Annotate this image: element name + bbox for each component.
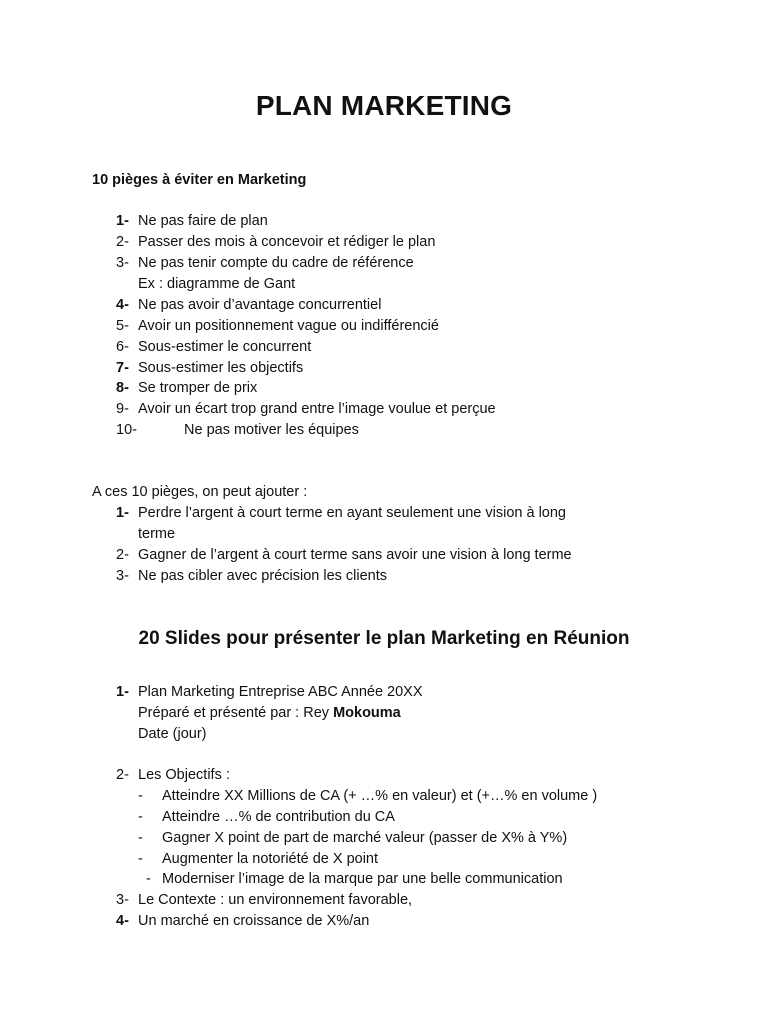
objective-text: Moderniser l’image de la marque par une belle communication (162, 871, 563, 887)
item-number: 7- (116, 360, 129, 376)
objective-text: Augmenter la notoriété de X point (162, 851, 379, 867)
slide-date: Date (jour) (138, 726, 207, 742)
item-text: Ne pas avoir d’avantage concurrentiel (138, 297, 382, 313)
pitfalls-heading: 10 pièges à éviter en Marketing (92, 172, 307, 188)
objective-text: Atteindre …% de contribution du CA (162, 809, 395, 825)
item-number: 10- (116, 422, 137, 438)
item-text: Avoir un positionnement vague ou indifférencié (138, 318, 439, 334)
item-text: Perdre l’argent à court terme en ayant seulement une vision à long (138, 505, 566, 521)
slide-number: 1- (116, 684, 129, 700)
extra-intro: A ces 10 pièges, on peut ajouter : (92, 484, 308, 500)
item-number: 9- (116, 401, 129, 417)
document-title: PLAN MARKETING (255, 90, 513, 121)
item-text: Avoir un écart trop grand entre l’image voulue et perçue (138, 401, 496, 417)
item-text: Se tromper de prix (138, 380, 258, 396)
item-text: Ne pas cibler avec précision les clients (138, 568, 388, 584)
item-text: Ne pas faire de plan (138, 213, 268, 229)
item-text: Gagner de l’argent à court terme sans avoir une vision à long terme (138, 547, 572, 563)
slide-title: Le Contexte : un environnement favorable, (138, 892, 413, 908)
item-number: 2- (116, 547, 129, 563)
objective-text: Gagner X point de part de marché valeur (passer de X% à Y%) (162, 830, 568, 846)
item-number: 1- (116, 505, 129, 521)
item-number: 3- (116, 255, 129, 271)
dash-bullet: - (138, 788, 143, 804)
slides-heading: 20 Slides pour présenter le plan Marketing en Réunion (138, 628, 630, 649)
item-number: 8- (116, 380, 129, 396)
item-text: Ne pas tenir compte du cadre de référence (138, 255, 414, 271)
item-text: Ne pas motiver les équipes (184, 422, 359, 438)
item-text: Sous-estimer le concurrent (138, 339, 312, 355)
slide-presenter (138, 705, 401, 721)
dash-bullet: - (138, 809, 143, 825)
item-subtext: Ex : diagramme de Gant (138, 276, 296, 292)
item-number: 4- (116, 297, 129, 313)
dash-bullet: - (138, 830, 143, 846)
dash-bullet: - (138, 851, 143, 867)
item-text-continued: terme (138, 526, 176, 542)
slide-number: 4- (116, 913, 129, 929)
item-number: 5- (116, 318, 129, 334)
presenter-prefix: Préparé et présenté par : Rey (138, 705, 334, 721)
presenter-name: Mokouma (333, 705, 401, 721)
slide-title: Plan Marketing Entreprise ABC Année 20XX (138, 684, 423, 700)
slide-title: Un marché en croissance de X%/an (138, 913, 370, 929)
slide-number: 2- (116, 767, 129, 783)
dash-bullet: - (146, 871, 151, 887)
item-number: 1- (116, 213, 129, 229)
item-text: Passer des mois à concevoir et rédiger le plan (138, 234, 436, 250)
item-number: 6- (116, 339, 129, 355)
item-text: Sous-estimer les objectifs (138, 360, 304, 376)
item-number: 2- (116, 234, 129, 250)
objective-text: Atteindre XX Millions de CA (+ …% en valeur) et (+…% en volume ) (162, 788, 598, 804)
slide-title: Les Objectifs : (138, 767, 230, 783)
item-number: 3- (116, 568, 129, 584)
slide-number: 3- (116, 892, 129, 908)
